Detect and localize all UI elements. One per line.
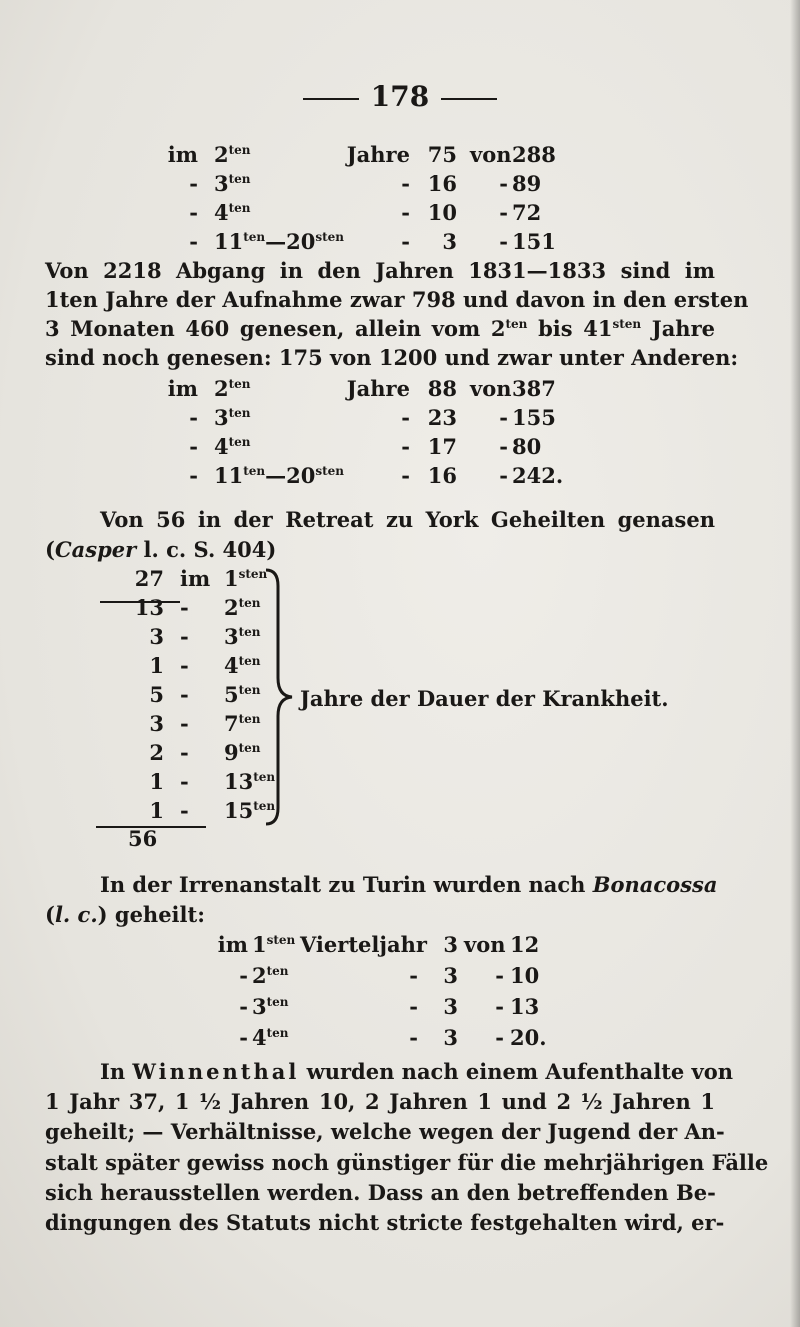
york-ordinal	[224, 566, 267, 591]
table-3-prefix: im	[217, 932, 248, 957]
t1-jahre: -	[401, 200, 410, 225]
table-3-count: 3	[443, 963, 458, 988]
t1-prefix: im	[167, 142, 198, 167]
para2-line1: Von 56 in der Retreat zu York Geheilten genasen	[100, 507, 715, 532]
para2-author: Casper	[54, 537, 137, 562]
york-sep: -	[180, 711, 189, 736]
t2-ord-sup2: sten	[315, 464, 345, 478]
para1-line3-c: Jahre	[641, 316, 716, 341]
para4-line6: dingungen des Statuts nicht stricte festgehalten wird, er-	[45, 1210, 725, 1235]
york-sep: -	[180, 682, 189, 707]
t2-von: -	[499, 463, 508, 488]
table-3-ord-sup: sten	[266, 933, 296, 947]
t2-ord-dash: —20	[265, 463, 316, 488]
t2-prefix: im	[167, 376, 198, 401]
york-count: 3	[149, 711, 164, 736]
york-ord-num: 7	[224, 711, 239, 736]
t1-ord-sup: ten	[228, 172, 251, 186]
t2-von: von	[470, 376, 512, 401]
table-3-label: Vierteljahr	[300, 932, 427, 957]
t2-von: -	[499, 405, 508, 430]
t1-total: 151	[512, 229, 556, 254]
para3-geheilt: ) geheilt:	[97, 902, 205, 927]
york-ord-num: 9	[224, 740, 239, 765]
table-3-row	[0, 994, 800, 1028]
t1-total: 89	[512, 171, 542, 196]
york-ordinal	[224, 624, 261, 649]
t1-prefix: -	[189, 200, 198, 225]
table-3-prefix: -	[239, 963, 248, 988]
table-3-total: 13	[510, 994, 540, 1019]
york-total: 56	[128, 826, 158, 851]
t1-total: 288	[512, 142, 556, 167]
table-3-label: -	[409, 963, 418, 988]
york-sep: -	[180, 798, 189, 823]
t2-von: -	[499, 434, 508, 459]
york-ord-sup: ten	[238, 741, 261, 755]
para4-line4: stalt später gewiss noch günstiger für die mehrjährigen Fälle	[45, 1150, 769, 1175]
t2-ord-num: 2	[214, 376, 229, 401]
t2-total: 242.	[512, 463, 564, 488]
t1-ordinal	[214, 171, 251, 196]
t1-ord-sup: ten	[228, 201, 251, 215]
york-ordinal	[224, 711, 261, 736]
t1-ord-num: 4	[214, 200, 229, 225]
t2-ord-sup: ten	[228, 377, 251, 391]
t2-row	[0, 463, 800, 497]
york-ord-sup: ten	[253, 770, 276, 784]
header-rule-right	[441, 98, 497, 100]
t2-count: 16	[427, 463, 457, 488]
york-count: 3	[149, 624, 164, 649]
york-ord-num: 1	[224, 566, 239, 591]
york-brace-icon	[262, 566, 298, 828]
para1-line2: 1ten Jahre der Aufnahme zwar 798 und davon in den ersten	[45, 287, 749, 312]
t2-ordinal	[214, 434, 251, 459]
table-3-row	[0, 963, 800, 997]
para3-author: Bonacossa	[592, 872, 718, 897]
york-sep: -	[180, 740, 189, 765]
page-header	[0, 80, 800, 113]
table-3-count: 3	[443, 932, 458, 957]
york-count: 2	[149, 740, 164, 765]
york-ordinal	[224, 595, 261, 620]
para1-line3	[45, 316, 715, 341]
para4-place: Winnenthal	[132, 1059, 300, 1084]
table-3-label: -	[409, 994, 418, 1019]
table-3-ordinal	[252, 994, 289, 1019]
york-ord-num: 5	[224, 682, 239, 707]
para4-line5: sich herausstellen werden. Dass an den betreffenden Be-	[45, 1180, 716, 1205]
table-3-prefix: -	[239, 994, 248, 1019]
t1-ordinal	[214, 142, 251, 167]
page-number: 178	[370, 80, 430, 113]
york-ord-sup: ten	[238, 596, 261, 610]
t1-von: -	[499, 200, 508, 225]
table-3-ord-sup: ten	[266, 1026, 289, 1040]
para1-line3-sup2: sten	[612, 317, 642, 331]
table-3-label: -	[409, 1025, 418, 1050]
york-ord-sup: ten	[238, 712, 261, 726]
york-ord-num: 3	[224, 624, 239, 649]
para3-line2	[45, 902, 715, 927]
t1-prefix: -	[189, 171, 198, 196]
para1-line4: sind noch genesen: 175 von 1200 und zwar unter Anderen:	[45, 345, 739, 370]
york-label: Jahre der Dauer der Krankheit.	[300, 686, 669, 711]
york-ord-sup: ten	[238, 654, 261, 668]
t2-ordinal	[214, 376, 251, 401]
york-ord-sup: sten	[238, 567, 268, 581]
table-3-row	[0, 1025, 800, 1059]
table-3-ord-num: 3	[252, 994, 267, 1019]
t1-prefix: -	[189, 229, 198, 254]
t2-total: 387	[512, 376, 556, 401]
york-sep: -	[180, 624, 189, 649]
york-count: 1	[149, 769, 164, 794]
table-3-total: 12	[510, 932, 540, 957]
york-count: 13	[134, 595, 164, 620]
t2-prefix: -	[189, 434, 198, 459]
t1-ord-sup: ten	[228, 143, 251, 157]
t2-total: 155	[512, 405, 556, 430]
york-sep: -	[180, 769, 189, 794]
york-ord-num: 15	[224, 798, 254, 823]
para3-line1	[100, 872, 718, 897]
york-ord-num: 4	[224, 653, 239, 678]
para1-line3-b: bis 41	[527, 316, 613, 341]
t2-ord-sup: ten	[243, 464, 266, 478]
t1-ord-dash: —20	[265, 229, 316, 254]
table-3-total: 10	[510, 963, 540, 988]
table-3-von: -	[495, 963, 504, 988]
table-3-row	[0, 932, 800, 966]
table-3-von: von	[464, 932, 506, 957]
para1-line3-a: 3 Monaten 460 genesen, allein vom 2	[45, 316, 506, 341]
t2-ord-num: 3	[214, 405, 229, 430]
t1-count: 10	[427, 200, 457, 225]
t1-ord-sup2: sten	[315, 230, 345, 244]
table-3-ord-sup: ten	[266, 995, 289, 1009]
t1-von: -	[499, 229, 508, 254]
t2-prefix: -	[189, 463, 198, 488]
para2-line2	[45, 537, 715, 562]
t2-ordinal	[214, 405, 251, 430]
para4-line1-rest: wurden nach einem Aufenthalte von	[299, 1059, 734, 1084]
t1-total: 72	[512, 200, 542, 225]
table-3-count: 3	[443, 1025, 458, 1050]
para4-line3: geheilt; — Verhältnisse, welche wegen der Jugend der An-	[45, 1119, 725, 1144]
t1-ord-num: 2	[214, 142, 229, 167]
table-3-von: -	[495, 1025, 504, 1050]
t1-ord-sup: ten	[243, 230, 266, 244]
t1-count: 16	[427, 171, 457, 196]
table-3-total: 20.	[510, 1025, 547, 1050]
t2-count: 17	[427, 434, 457, 459]
t2-jahre: Jahre	[346, 376, 410, 401]
t1-von: -	[499, 171, 508, 196]
t2-ord-sup: ten	[228, 435, 251, 449]
table-3-von: -	[495, 994, 504, 1019]
t2-ord-num: 11	[214, 463, 244, 488]
york-ord-sup: ten	[238, 625, 261, 639]
t1-jahre: -	[401, 171, 410, 196]
t1-ordinal	[214, 229, 344, 254]
para2-open-paren: (	[45, 537, 55, 562]
t2-total: 80	[512, 434, 542, 459]
t1-jahre: Jahre	[346, 142, 410, 167]
t2-jahre: -	[401, 405, 410, 430]
york-count: 27	[134, 566, 164, 591]
table-3-ord-num: 4	[252, 1025, 267, 1050]
t1-count: 3	[442, 229, 457, 254]
t2-jahre: -	[401, 463, 410, 488]
t2-count: 23	[427, 405, 457, 430]
york-ordinal	[224, 653, 261, 678]
york-count: 1	[149, 653, 164, 678]
york-ord-num: 2	[224, 595, 239, 620]
t2-prefix: -	[189, 405, 198, 430]
york-ord-num: 13	[224, 769, 254, 794]
t1-ordinal	[214, 200, 251, 225]
t1-jahre: -	[401, 229, 410, 254]
york-ord-sup: ten	[253, 799, 276, 813]
t1-ord-num: 3	[214, 171, 229, 196]
para4-line2: 1 Jahr 37, 1 ½ Jahren 10, 2 Jahren 1 und 2 ½ Jahren 1	[45, 1089, 715, 1114]
table-3-count: 3	[443, 994, 458, 1019]
york-ordinal	[224, 682, 261, 707]
york-sep: -	[180, 595, 189, 620]
para4-line1	[100, 1059, 734, 1084]
york-count: 1	[149, 798, 164, 823]
table-3-ordinal	[252, 1025, 289, 1050]
para3-lc: l. c.	[54, 902, 98, 927]
t1-count: 75	[427, 142, 457, 167]
t2-jahre: -	[401, 434, 410, 459]
para2-citation: l. c. S. 404)	[136, 537, 277, 562]
t2-ord-sup: ten	[228, 406, 251, 420]
york-underline-13	[100, 601, 180, 603]
table-3-ord-sup: ten	[266, 964, 289, 978]
para4-in: In	[100, 1059, 133, 1084]
t2-ord-num: 4	[214, 434, 229, 459]
table-3-ord-num: 1	[252, 932, 267, 957]
table-3-ord-num: 2	[252, 963, 267, 988]
para3-text: In der Irrenanstalt zu Turin wurden nach	[100, 872, 593, 897]
york-sep: im	[180, 566, 211, 591]
table-3-prefix: -	[239, 1025, 248, 1050]
header-rule-left	[303, 98, 359, 100]
table-3-ordinal	[252, 932, 295, 957]
para1-line1: Von 2218 Abgang in den Jahren 1831—1833 sind im	[45, 258, 715, 283]
t1-ord-num: 11	[214, 229, 244, 254]
table-3-ordinal	[252, 963, 289, 988]
t2-ordinal	[214, 463, 344, 488]
para1-line3-sup1: ten	[505, 317, 528, 331]
t1-von: von	[470, 142, 512, 167]
para3-open-paren: (	[45, 902, 55, 927]
york-ord-sup: ten	[238, 683, 261, 697]
york-count: 5	[149, 682, 164, 707]
t2-count: 88	[427, 376, 457, 401]
york-ordinal	[224, 740, 261, 765]
york-sep: -	[180, 653, 189, 678]
